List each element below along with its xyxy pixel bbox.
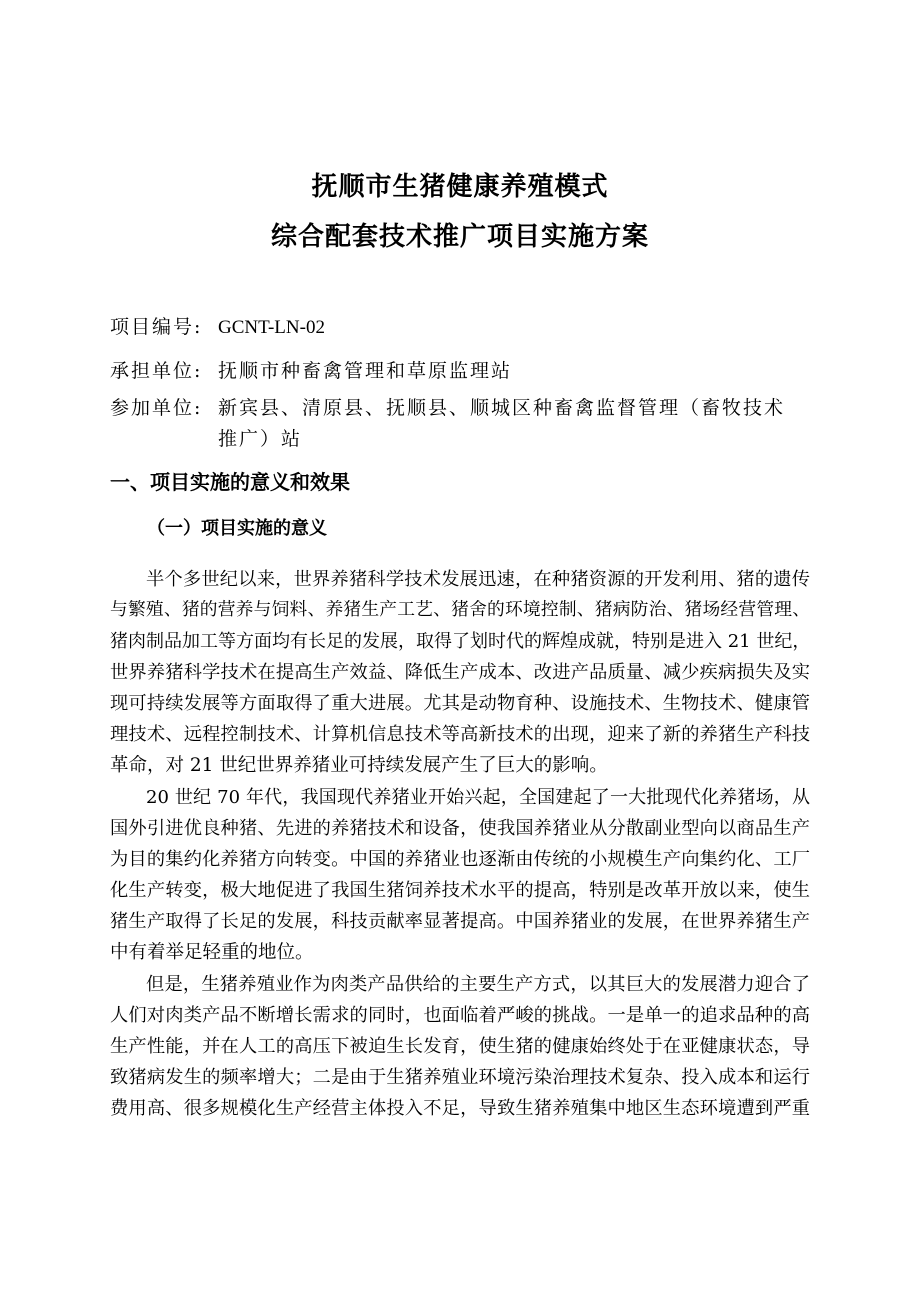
paragraph-line: 世界养猪科学技术在提高生产效益、降低生产成本、改进产品质量、减少疾病损失及实 [110, 662, 810, 683]
participants-label: 参加单位: [110, 397, 203, 419]
paragraph-line: 猪肉制品加工等方面均有长足的发展，取得了划时代的辉煌成就，特别是进入 21 世纪， [110, 631, 810, 652]
paragraph-line: 与繁殖、猪的营养与饲料、养猪生产工艺、猪舍的环境控制、猪病防治、猪场经营管理、 [110, 600, 810, 620]
paragraph-line: 但是，生猪养殖业作为肉类产品供给的主要生产方式，以其巨大的发展潜力迎合了 [146, 974, 810, 995]
paragraph-line: 为目的集约化养猪方向转变。中国的养猪业也逐渐由传统的小规模生产向集约化、工厂 [110, 849, 810, 870]
paragraph-line: 费用高、很多规模化生产经营主体投入不足，导致生猪养殖集中地区生态环境遭到严重 [110, 1098, 810, 1119]
paragraph-2 [110, 782, 810, 968]
section-heading: 一、项目实施的意义和效果 [110, 470, 350, 494]
project-number-value: GCNT-LN-02 [218, 317, 325, 338]
participants-value-line2: 推广）站 [218, 428, 303, 450]
paragraph-line: 国外引进优良种猪、先进的养猪技术和设备，使我国养猪业从分散副业型向以商品生产 [110, 818, 810, 839]
meta-undertaker [110, 360, 512, 382]
paragraph-line: 现可持续发展等方面取得了重大进展。尤其是动物育种、设施技术、生物技术、健康管 [110, 693, 810, 714]
undertaker-value: 抚顺市种畜禽管理和草原监理站 [218, 360, 513, 382]
document-title-line2: 综合配套技术推广项目实施方案 [270, 222, 649, 252]
paragraph-3 [110, 969, 810, 1124]
paragraph-line: 致猪病发生的频率增大；二是由于生猪养殖业环境污染治理技术复杂、投入成本和运行 [110, 1067, 810, 1088]
paragraph-line: 化生产转变，极大地促进了我国生猪饲养技术水平的提高，特别是改革开放以来，使生 [110, 880, 810, 901]
undertaker-label: 承担单位: [110, 360, 203, 382]
paragraph-1 [110, 564, 810, 781]
participants-value-line1: 新宾县、清原县、抚顺县、顺城区种畜禽监督管理（畜牧技术 [218, 397, 786, 419]
paragraph-line: 20 世纪 70 年代，我国现代养猪业开始兴起，全国建起了一大批现代化养猪场，从 [146, 787, 810, 808]
subsection-heading: （一）项目实施的意义 [147, 518, 327, 539]
paragraph-line: 半个多世纪以来，世界养猪科学技术发展迅速，在种猪资源的开发利用、猪的遗传 [146, 569, 810, 590]
paragraph-line: 革命，对 21 世纪世界养猪业可持续发展产生了巨大的影响。 [110, 755, 608, 776]
paragraph-line: 猪生产取得了长足的发展，科技贡献率显著提高。中国养猪业的发展，在世界养猪生产 [110, 911, 810, 932]
paragraph-line: 生产性能，并在人工的高压下被迫生长发育，使生猪的健康始终处于在亚健康状态，导 [110, 1036, 810, 1057]
paragraph-line: 中有着举足轻重的地位。 [110, 942, 314, 963]
meta-project-number [110, 316, 325, 339]
meta-participants [110, 397, 785, 419]
document-title-line1: 抚顺市生猪健康养殖模式 [311, 172, 609, 202]
paragraph-line: 人们对肉类产品不断增长需求的同时，也面临着严峻的挑战。一是单一的追求品种的高 [110, 1005, 810, 1026]
project-number-label: 项目编号: [110, 316, 203, 338]
paragraph-line: 理技术、远程控制技术、计算机信息技术等高新技术的出现，迎来了新的养猪生产科技 [110, 724, 810, 745]
